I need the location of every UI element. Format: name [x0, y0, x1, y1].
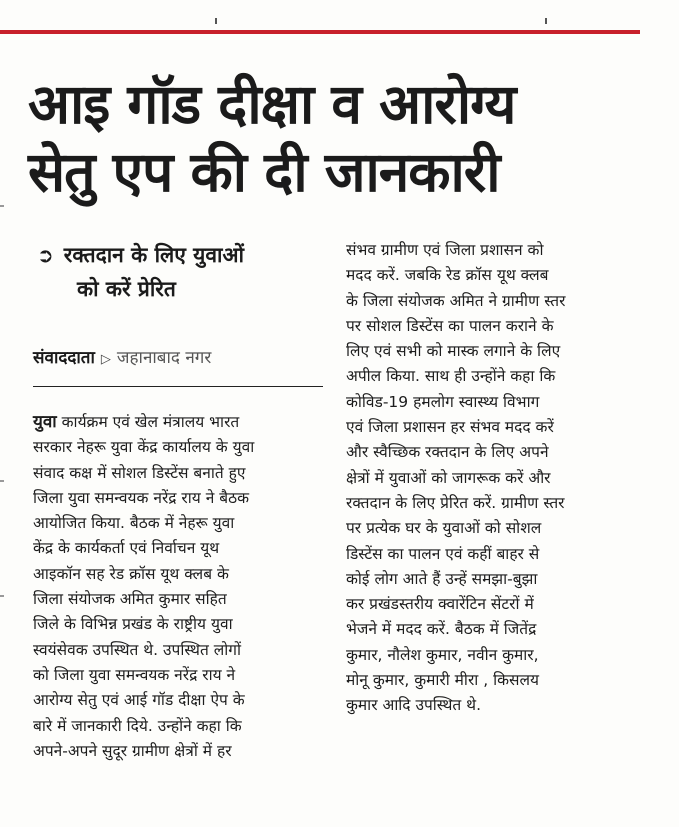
deck	[37, 238, 333, 306]
byline	[33, 346, 333, 372]
article-line: जिला संयोजक अमित कुमार सहित	[33, 590, 227, 609]
article-line: आइकॉन सह रेड क्रॉस यूथ क्लब के	[33, 564, 229, 583]
article-line: केंद्र के कार्यकर्ता एवं निर्वाचन यूथ	[33, 539, 220, 558]
article-line: अपील किया. साथ ही उन्होंने कहा कि	[346, 367, 556, 386]
edge-mark	[0, 595, 4, 597]
article-line: स्वयंसेवक उपस्थित थे. उपस्थित लोगों	[33, 640, 241, 659]
arrow-right-icon: ➲	[37, 243, 54, 267]
article-line: कोई लोग आते हैं उन्हें समझा-बुझा	[346, 569, 538, 588]
article-line: कुमार, नौलेश कुमार, नवीन कुमार,	[346, 645, 539, 664]
article-line: पर प्रत्येक घर के युवाओं को सोशल	[346, 519, 542, 538]
article-line: क्षेत्रों में युवाओं को जागरूक करें और	[346, 468, 551, 487]
article-line: आयोजित किया. बैठक में नेहरू युवा	[33, 514, 235, 533]
article-line: मोनू कुमार, कुमारी मीरा , किसलय	[346, 671, 539, 690]
article-line: लिए एवं सभी को मास्क लगाने के लिए	[346, 342, 561, 361]
left-column	[33, 238, 333, 764]
headline-line-1: आइ गॉड दीक्षा व आरोग्य	[28, 72, 516, 136]
article-line: युवा कार्यक्रम एवं खेल मंत्रालय भारत	[33, 412, 240, 432]
deck-line-1: ➲ रक्तदान के लिए युवाओं	[37, 238, 333, 272]
article-line: कर प्रखंडस्तरीय क्वारेंटिन सेंटरों में	[346, 595, 534, 614]
article-line: बारे में जानकारी दिये. उन्होंने कहा कि	[33, 716, 242, 735]
article-body-left	[33, 410, 333, 764]
headline-line-2: सेतु एप की दी जानकारी	[28, 140, 500, 204]
article-line: संभव ग्रामीण एवं जिला प्रशासन को	[346, 241, 544, 259]
article-line: डिस्टेंस का पालन एवं कहीं बाहर से	[346, 544, 540, 563]
article-line: जिले के विभिन्न प्रखंड के राष्ट्रीय युवा	[33, 615, 233, 634]
triangle-right-icon: ▷	[100, 352, 111, 367]
article-line: आरोग्य सेतु एवं आई गॉड दीक्षा ऐप के	[33, 691, 245, 710]
page-marker	[215, 18, 217, 24]
byline-divider	[33, 386, 323, 387]
headline	[28, 70, 648, 206]
article-line: को जिला युवा समन्वयक नरेंद्र राय ने	[33, 665, 236, 684]
article-line: और स्वैच्छिक रक्तदान के लिए अपने	[346, 443, 549, 462]
article-line: भेजने में मदद करें. बैठक में जितेंद्र	[346, 620, 537, 639]
article-line: के जिला संयोजक अमित ने ग्रामीण स्तर	[346, 291, 566, 310]
article-line: कुमार आदि उपस्थित थे.	[346, 696, 481, 715]
right-column	[346, 238, 646, 719]
article-line: सरकार नेहरू युवा केंद्र कार्यालय के युवा	[33, 438, 255, 457]
page-marker	[545, 18, 547, 24]
article-line: कोविड-19 हमलोग स्वास्थ्य विभाग	[346, 392, 540, 411]
article-line: मदद करें. जबकि रेड क्रॉस यूथ क्लब	[346, 266, 549, 285]
article-line: एवं जिला प्रशासन हर संभव मदद करें	[346, 418, 554, 437]
article-line: अपने-अपने सुदूर ग्रामीण क्षेत्रों में हर	[33, 741, 232, 760]
byline-reporter: संवाददाता	[33, 348, 95, 368]
lead-word: युवा	[33, 412, 57, 432]
article-line: रक्तदान के लिए प्रेरित करें. ग्रामीण स्तर	[346, 493, 565, 512]
accent-rule	[0, 30, 640, 34]
edge-mark	[0, 480, 4, 482]
deck-line-2: को करें प्रेरित	[77, 277, 176, 301]
article-line: जिला युवा समन्वयक नरेंद्र राय ने बैठक	[33, 488, 249, 507]
byline-place: जहानाबाद नगर	[116, 348, 212, 368]
article-line: पर सोशल डिस्टेंस का पालन कराने के	[346, 316, 554, 335]
article-line: संवाद कक्ष में सोशल डिस्टेंस बनाते हुए	[33, 463, 246, 482]
edge-mark	[0, 205, 4, 207]
article-body-right	[346, 238, 646, 719]
